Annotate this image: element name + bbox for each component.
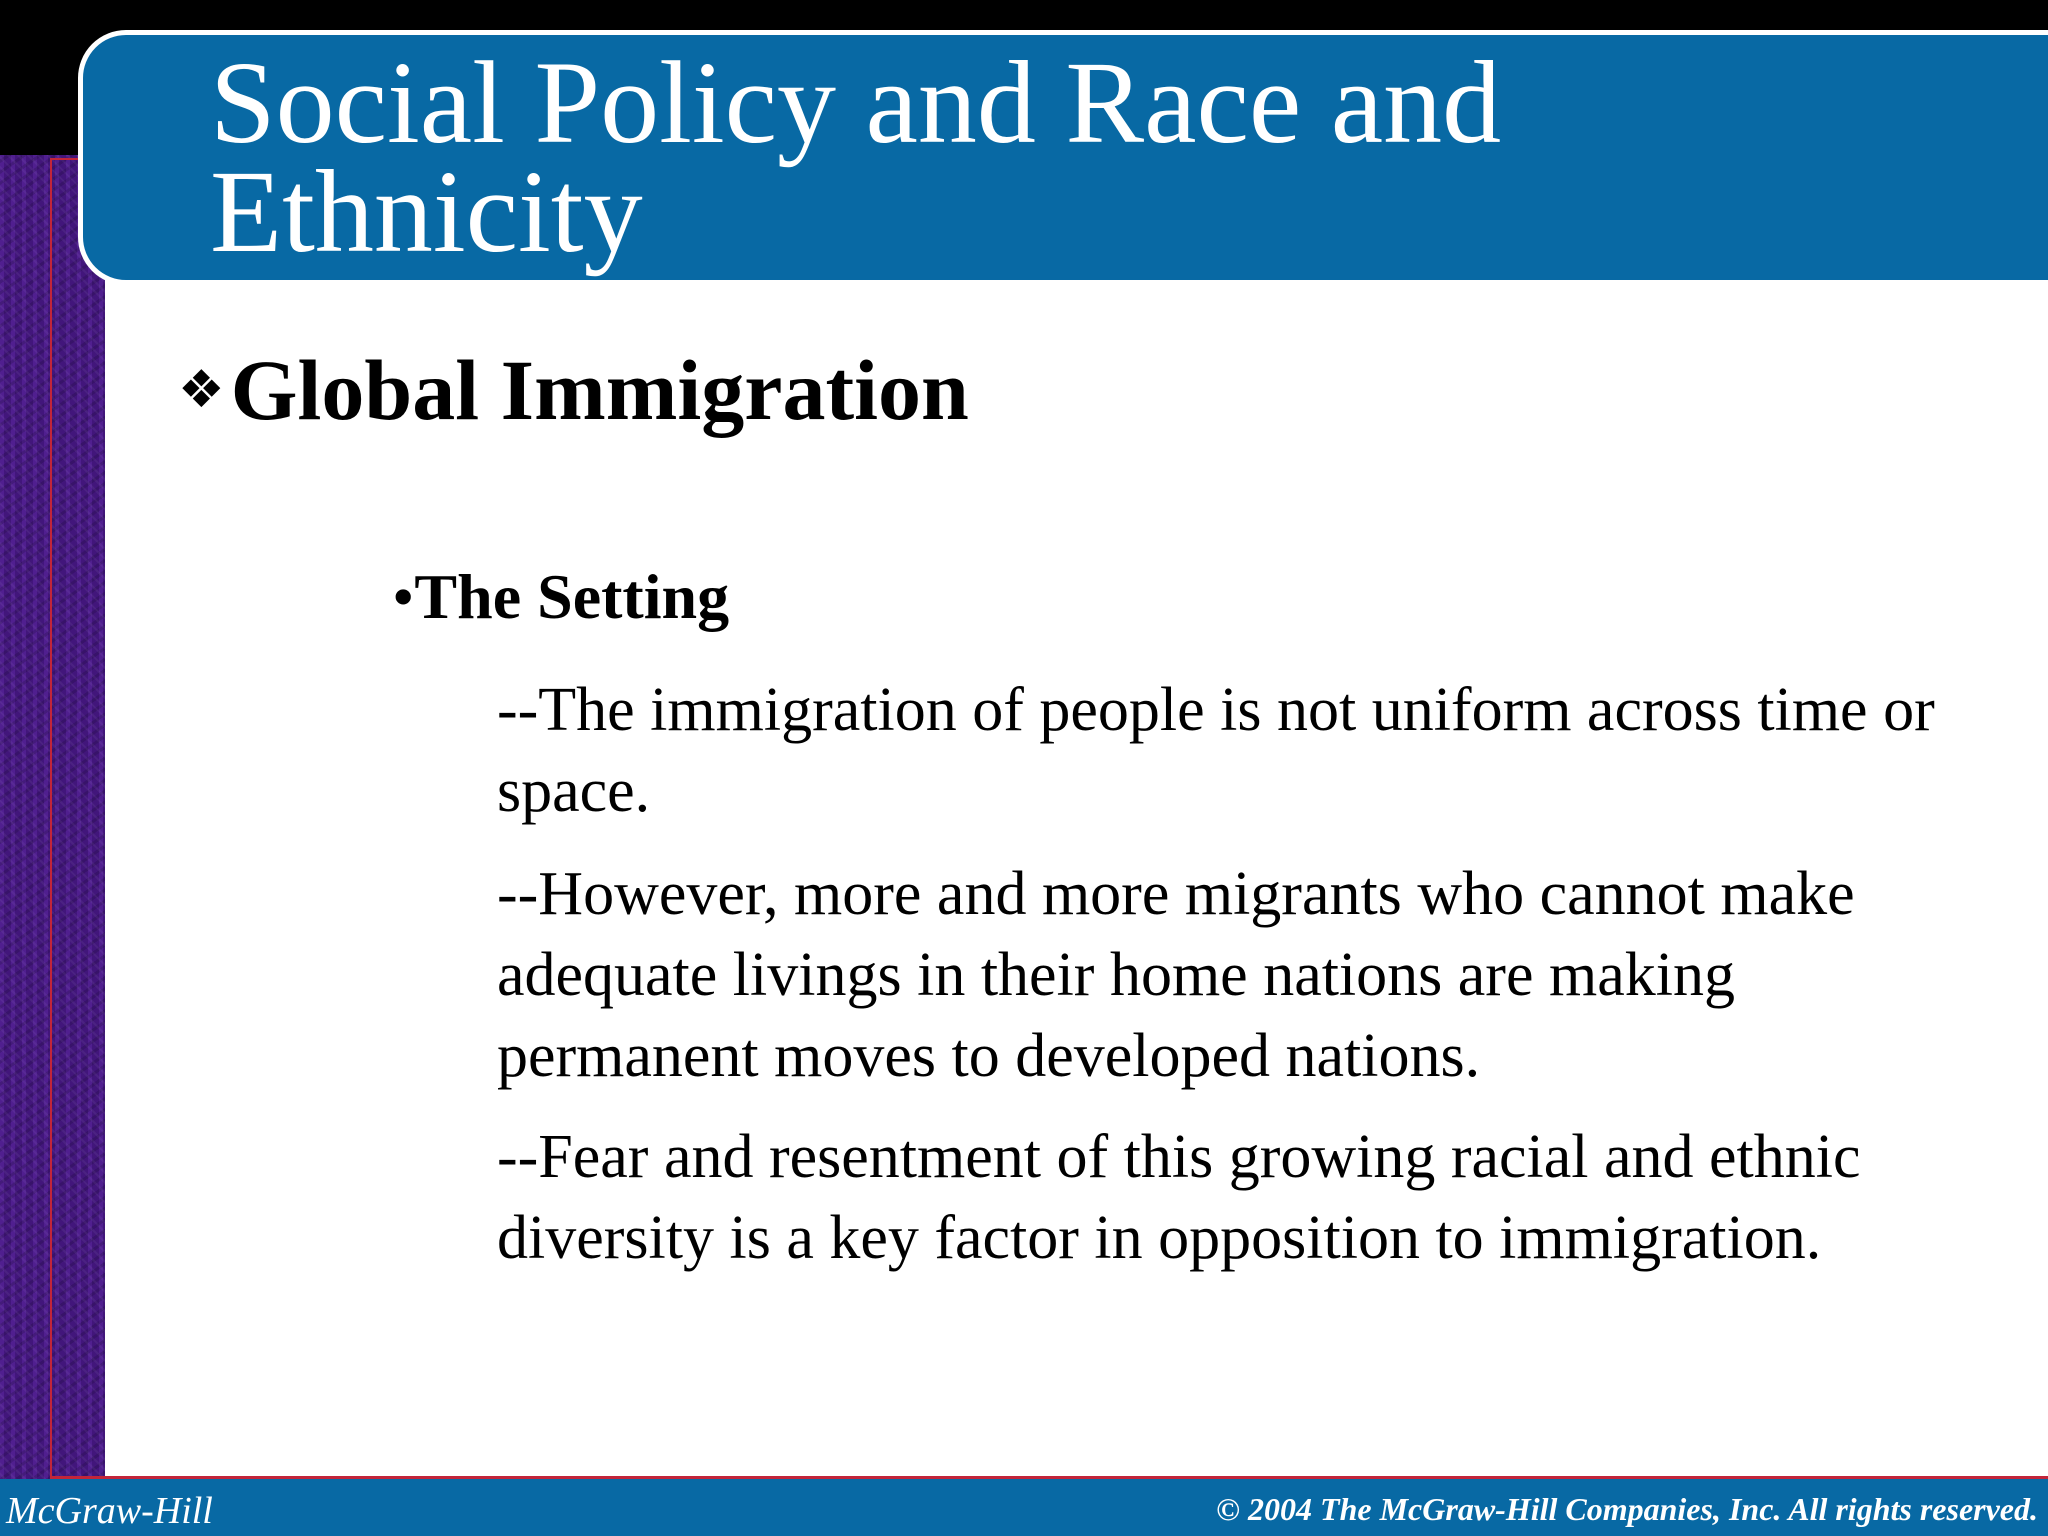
- body-paragraph-3: --Fear and resentment of this growing racial and ethnic diversity is a key factor in opposition to immigration.: [497, 1123, 1861, 1272]
- subheading-row: [392, 560, 729, 634]
- bullet-dot-icon: •: [392, 561, 415, 632]
- decorative-side-band: [0, 155, 105, 1485]
- subheading: The Setting: [414, 561, 730, 632]
- heading-row: [178, 340, 969, 440]
- copyright-notice: © 2004 The McGraw-Hill Companies, Inc. All rights reserved.: [1216, 1491, 2038, 1527]
- section-heading: Global Immigration: [230, 342, 969, 438]
- slide-title-line1: Social Policy and Race and: [210, 37, 1502, 168]
- diamond-cluster-icon: ❖: [178, 360, 225, 420]
- accent-line-vertical: [50, 158, 52, 1485]
- body-paragraph-2: --However, more and more migrants who cannot make adequate livings in their home nations are making permanent moves to developed nations.: [497, 860, 1855, 1090]
- slide-title: [210, 37, 1990, 277]
- slide-title-line2: Ethnicity: [210, 146, 643, 277]
- body-paragraph-1: --The immigration of people is not uniform across time or space.: [497, 676, 1935, 825]
- footer-bar: [0, 1479, 2048, 1536]
- publisher-name: McGraw-Hill: [6, 1490, 213, 1532]
